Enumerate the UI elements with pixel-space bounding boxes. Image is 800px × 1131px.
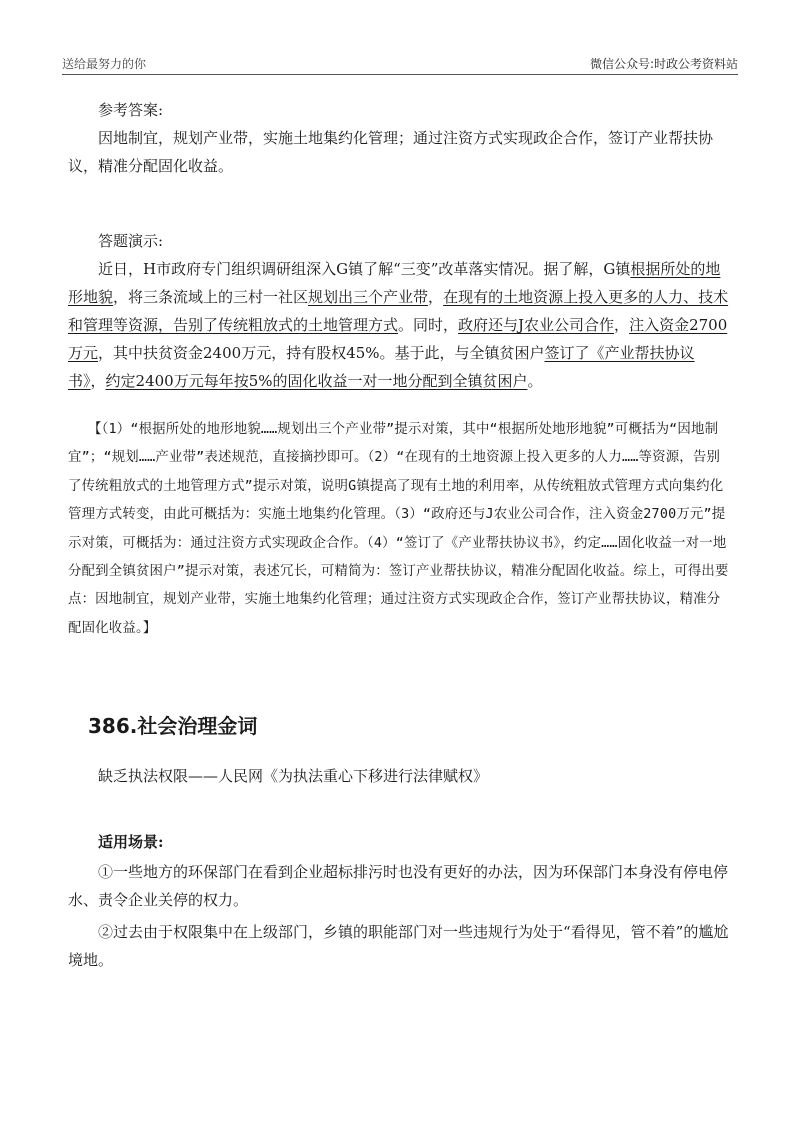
- demo-text: ，: [614, 316, 630, 334]
- header-wechat-account: 微信公众号:时政公考资料站: [589, 57, 738, 71]
- section-title: 386.社会治理金词: [88, 714, 258, 738]
- section-subtitle-block: [68, 762, 732, 790]
- demo-underline: 约定2400万元每年按5%的固化收益一对一地分配到全镇贫困户: [105, 372, 528, 390]
- demo-text: 近日，H市政府专门组织调研组深入G镇了解“三变”改革落实情况。据了解，G镇: [98, 260, 631, 278]
- demo-underline: 注入资金2700万元: [68, 316, 728, 362]
- answer-demo: [68, 227, 732, 395]
- demo-text: 。同时，: [398, 316, 459, 334]
- reference-answer: [68, 96, 732, 180]
- demo-text: ，其中扶贫资金2400万元，持有股权45%。基于此，与全镇贫困户: [98, 344, 545, 362]
- demo-label: 答题演示:: [98, 232, 164, 250]
- section-subtitle: 缺乏执法权限——人民网《为执法重心下移进行法律赋权》: [98, 767, 489, 785]
- answer-label: 参考答案:: [98, 101, 164, 119]
- demo-text: 。: [527, 372, 543, 390]
- demo-underline: 规划出三个产业带: [308, 288, 429, 306]
- demo-text: ，: [428, 288, 444, 306]
- demo-text: ，将三条流域上的三村一社区: [113, 288, 309, 306]
- answer-text: 因地制宜，规划产业带，实施土地集约化管理；通过注资方式实现政企合作，签订产业帮扶协议，精准分配固化收益。: [68, 129, 714, 175]
- demo-text: ，: [90, 372, 106, 390]
- demo-underline: 政府还与J农业公司合作: [458, 316, 615, 334]
- header-slogan: 送给最努力的你: [62, 57, 147, 71]
- demo-underline: 签订了《产业帮扶协议书》: [68, 344, 695, 390]
- demo-passage: [68, 255, 732, 395]
- scene-item-1: ①一些地方的环保部门在看到企业超标排污时也没有更好的办法，因为环保部门本身没有停电停水、责令企业关停的权力。: [68, 863, 729, 909]
- analysis-block: [68, 416, 732, 643]
- scenes-label: 适用场景:: [98, 833, 164, 851]
- scene-item-2: ②过去由于权限集中在上级部门，乡镇的职能部门对一些违规行为处于“看得见，管不着”的尴尬境地。: [68, 923, 729, 969]
- demo-underline: 根据所处的地形地貌: [68, 260, 721, 306]
- demo-underline: 在现有的土地资源上投入更多的人力、技术和管理等资源，告别了传统粗放式的土地管理方式: [68, 288, 729, 334]
- scenes-block: [68, 828, 732, 974]
- page-header: [62, 52, 738, 75]
- analysis-text: 【（1）“根据所处的地形地貌……规划出三个产业带”提示对策，其中“根据所处地形地貌”可概括为“因地制宜”；“规划……产业带”表述规范，直接摘抄即可。（2）“在现有的土地资源上投入更多的人力……等资源，告别了传统粗放式的土地管理方式”提示对策，说明G镇提高了现有土地的利用率，从传统粗放式管理方式向集约化管理方式转变，由此可概括为：实施土地集约化管理。（3）“政府还与J农业公司合作，注入资金2700万元”提示对策，可概括为：通过注资方式实现政企合作。（4）“签订了《产业帮扶协议书》，约定……固化收益一对一地分配到全镇贫困户”提示对策，表述冗长，可精简为：签订产业帮扶协议，精准分配固化收益。综上，可得出要点：因地制宜，规划产业带，实施土地集约化管理；通过注资方式实现政企合作，签订产业帮扶协议，精准分配固化收益。】: [68, 422, 729, 636]
